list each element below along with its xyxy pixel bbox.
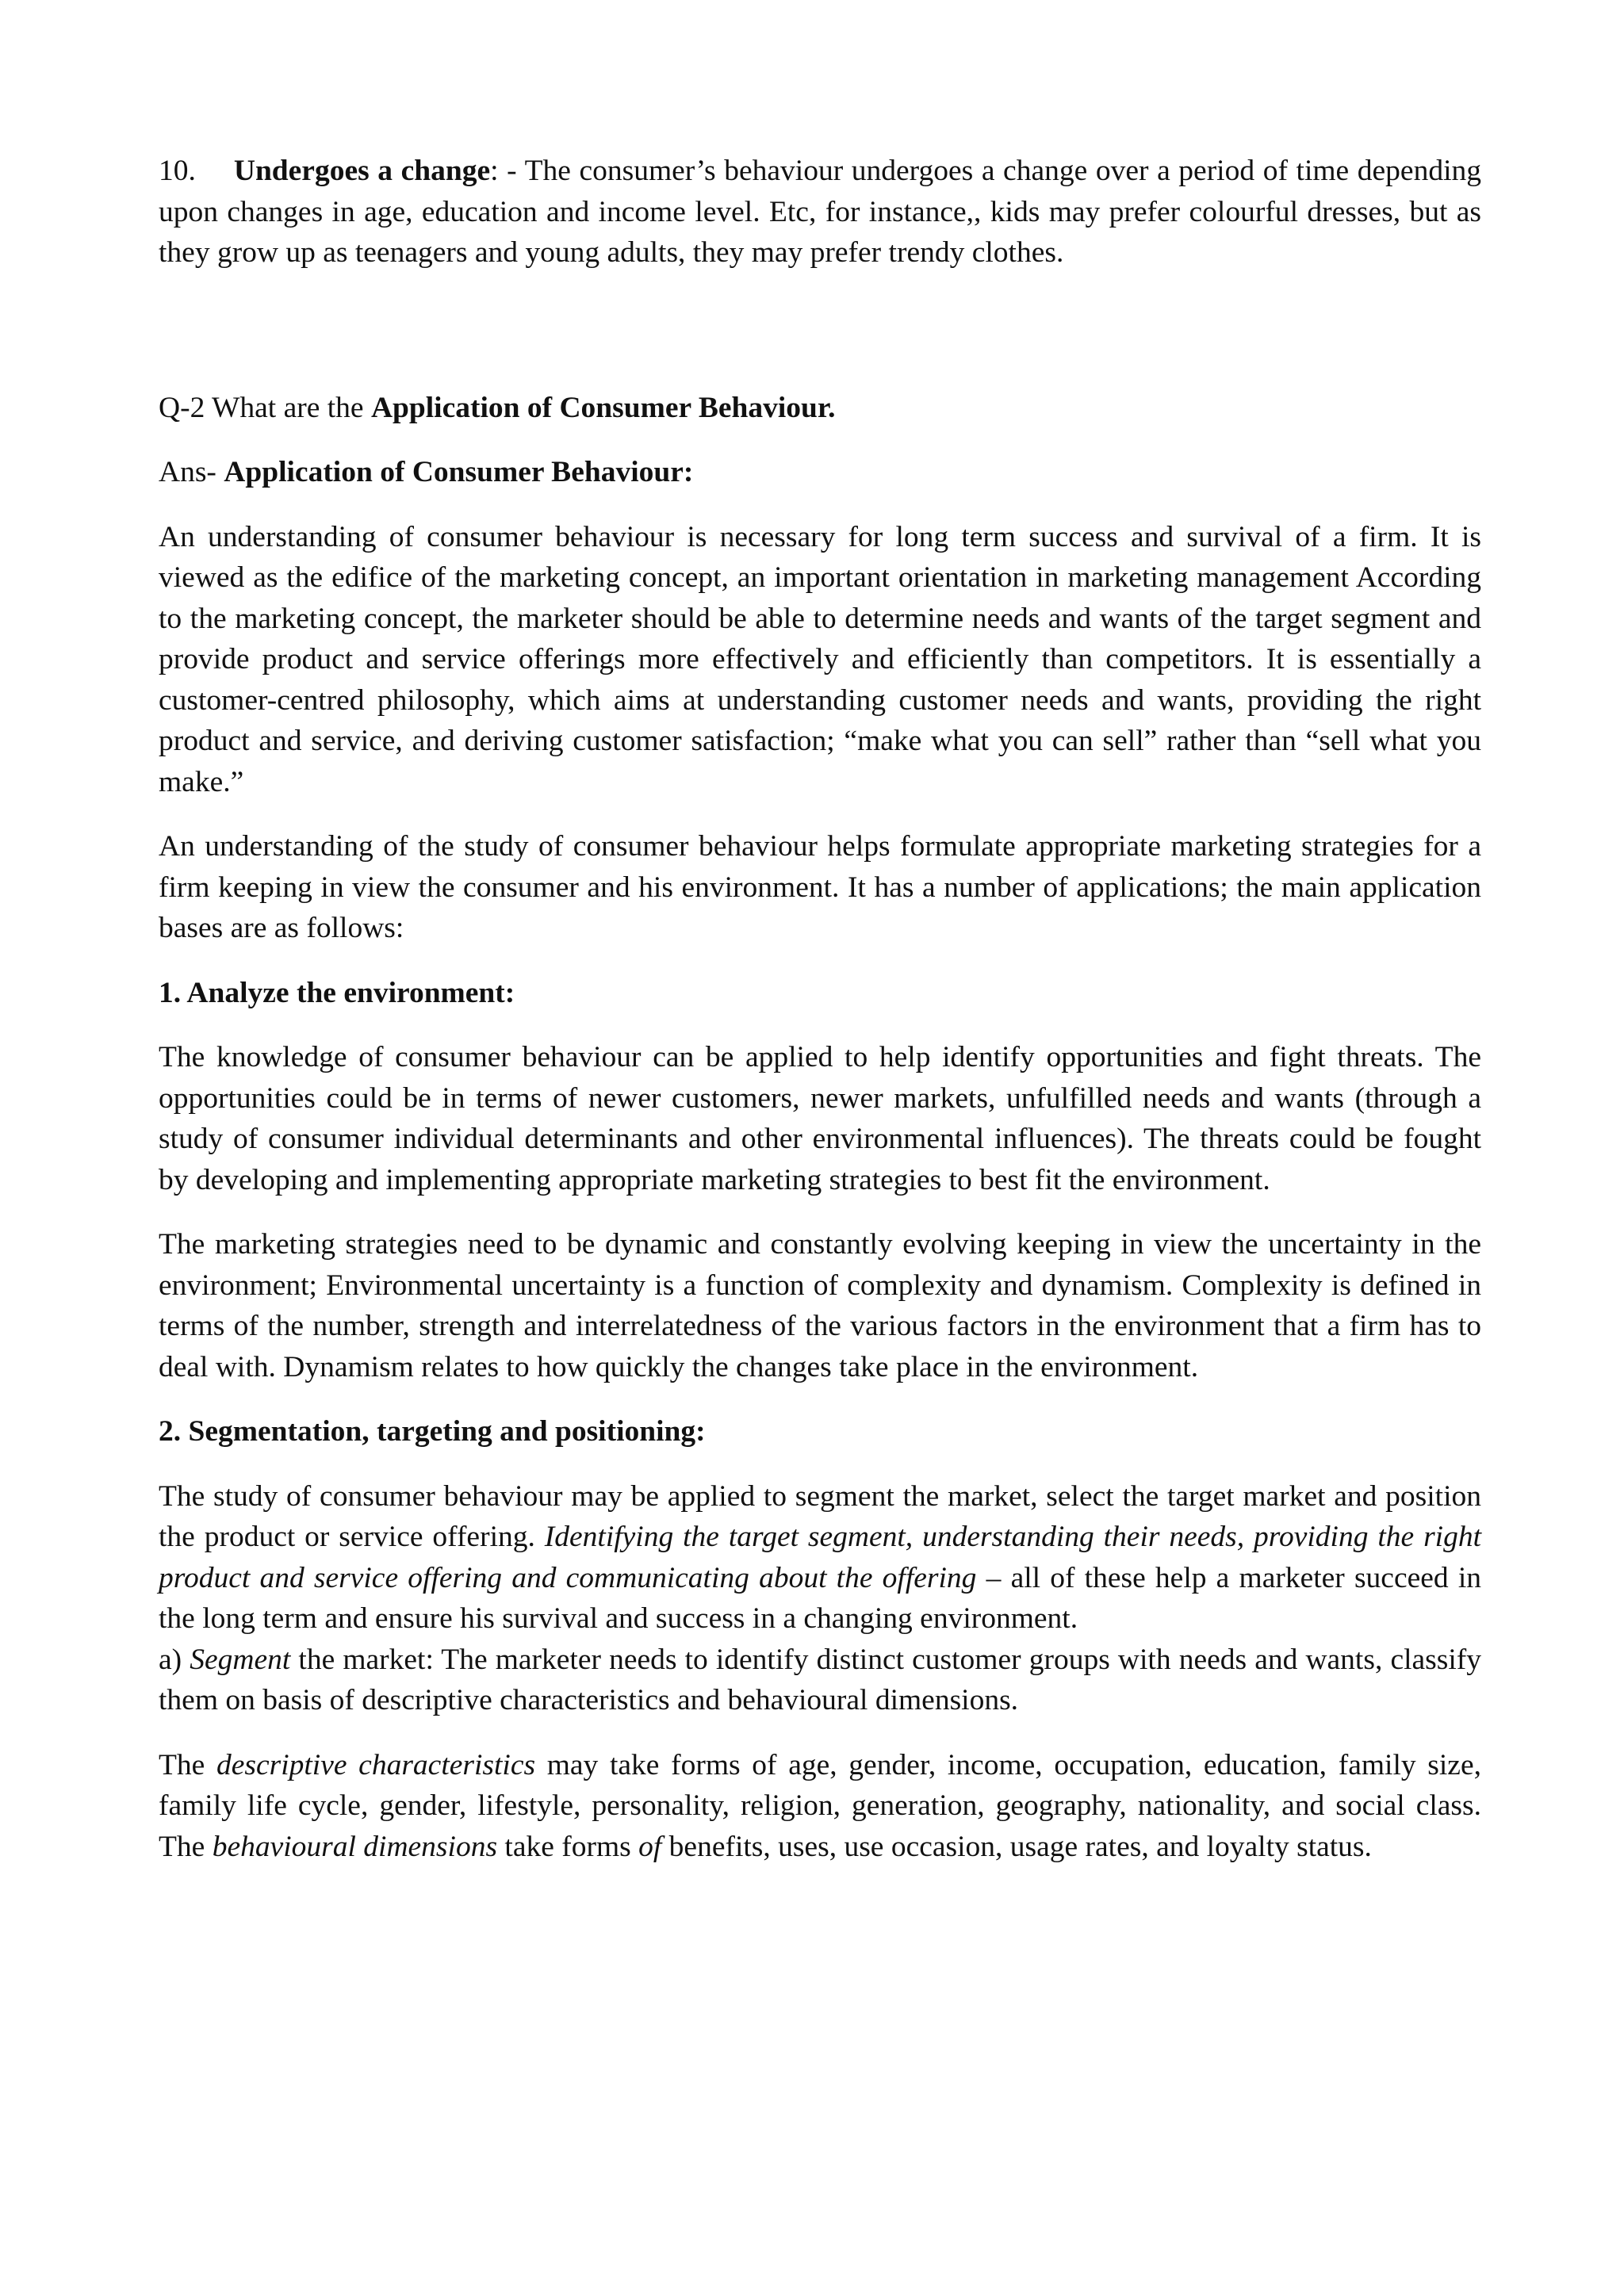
intro-paragraph-1: An understanding of consumer behaviour is necessary for long term success and survival of a firm. It is viewed as the edifice of the marketing concept, an important orientation in marketing management According to the marketing concept, the marketer should be able to determine needs and wants of the target segment and provide product and service offerings more effectively and efficiently than competitors. It is essentially a customer-centred philosophy, which aims at understanding customer needs and wants, providing the right product and service, and deriving customer satisfaction; “make what you can sell” rather than “sell what you make.” (159, 520, 1481, 798)
answer-heading (159, 452, 1481, 493)
point-10-paragraph (159, 151, 1481, 274)
section-1-paragraph-1: The knowledge of consumer behaviour can be applied to help identify opportunities and fight threats. The opportunities could be in terms of newer customers, newer markets, unfulfilled needs and wants (through a study of consumer individual determinants and other environmental influences). The threats could be fought by developing and implementing appropriate marketing strategies to best fit the environment. (159, 1041, 1481, 1196)
section-2-paragraph-3 (159, 1745, 1481, 1868)
answer-bold: Application of Consumer Behaviour: (224, 456, 694, 488)
section-2-paragraph-1 (159, 1476, 1481, 1640)
section-1-heading: 1. Analyze the environment: (159, 976, 515, 1009)
point-number: 10. (159, 155, 196, 187)
point-body: The consumer’s behaviour undergoes a change over a period of time depending upon changes in age, education and income level. Etc, for instance,, kids may prefer colourful dresses, but as they grow up as teenagers and young adults, they may prefer trendy clothes. (159, 155, 1481, 269)
question-bold: Application of Consumer Behaviour. (370, 391, 836, 424)
section-2-paragraph-2 (159, 1640, 1481, 1721)
p3-text-g: benefits, uses, use occasion, usage rates, and loyalty status. (661, 1830, 1372, 1863)
section-2-p2-italic: Segment (190, 1643, 291, 1676)
section-2-p1-tail: – all of these help a marketer succeed in the long term and ensure his survival and success in a changing environment. (159, 1561, 1481, 1635)
document-page (159, 151, 1481, 1867)
section-2-p1-text: The study of consumer behaviour may be applied to segment the market, select the target market and position the product or service offering. (159, 1479, 1481, 1553)
p3-italic-of: of (638, 1830, 662, 1863)
answer-prefix: Ans- (159, 456, 224, 488)
question-heading (159, 388, 1481, 429)
question-prefix: Q-2 What are the (159, 391, 371, 424)
intro-paragraph-2: An understanding of the study of consumer behaviour helps formulate appropriate marketing strategies for a firm keeping in view the consumer and his environment. It has a number of applications; the main application bases are as follows: (159, 830, 1481, 944)
p3-text-e: take forms (497, 1830, 639, 1863)
section-2-heading: 2. Segmentation, targeting and positioning: (159, 1415, 706, 1448)
section-2-p2-tail: the market: The marketer needs to identify distinct customer groups with needs and wants, classify them on basis of descriptive characteristics and behavioural dimensions. (159, 1643, 1481, 1716)
p3-italic-behavioural: behavioural dimensions (212, 1830, 498, 1863)
section-1-paragraph-2: The marketing strategies need to be dynamic and constantly evolving keeping in view the uncertainty in the environment; Environmental uncertainty is a function of complexity and dynamism. Complexity is defined in terms of the number, strength and interrelatedness of the various factors in the environment that a firm has to deal with. Dynamism relates to how quickly the changes take place in the environment. (159, 1228, 1481, 1383)
point-lead: : - (490, 155, 525, 187)
section-2-p2-prefix: a) (159, 1643, 190, 1676)
p3-italic-descriptive: descriptive characteristics (216, 1748, 536, 1781)
point-title: Undergoes a change (233, 155, 491, 187)
p3-text-a: The (159, 1748, 216, 1781)
section-2-p1-italic: Identifying the target segment, understanding their needs, providing the right product and service offering and communicating about the offering (159, 1521, 1481, 1594)
p3-text-c: may take forms of age, gender, income, occupation, education, family size, family life cycle, gender, lifestyle, personality, religion, generation, geography, nationality, and social class. The (159, 1748, 1481, 1863)
